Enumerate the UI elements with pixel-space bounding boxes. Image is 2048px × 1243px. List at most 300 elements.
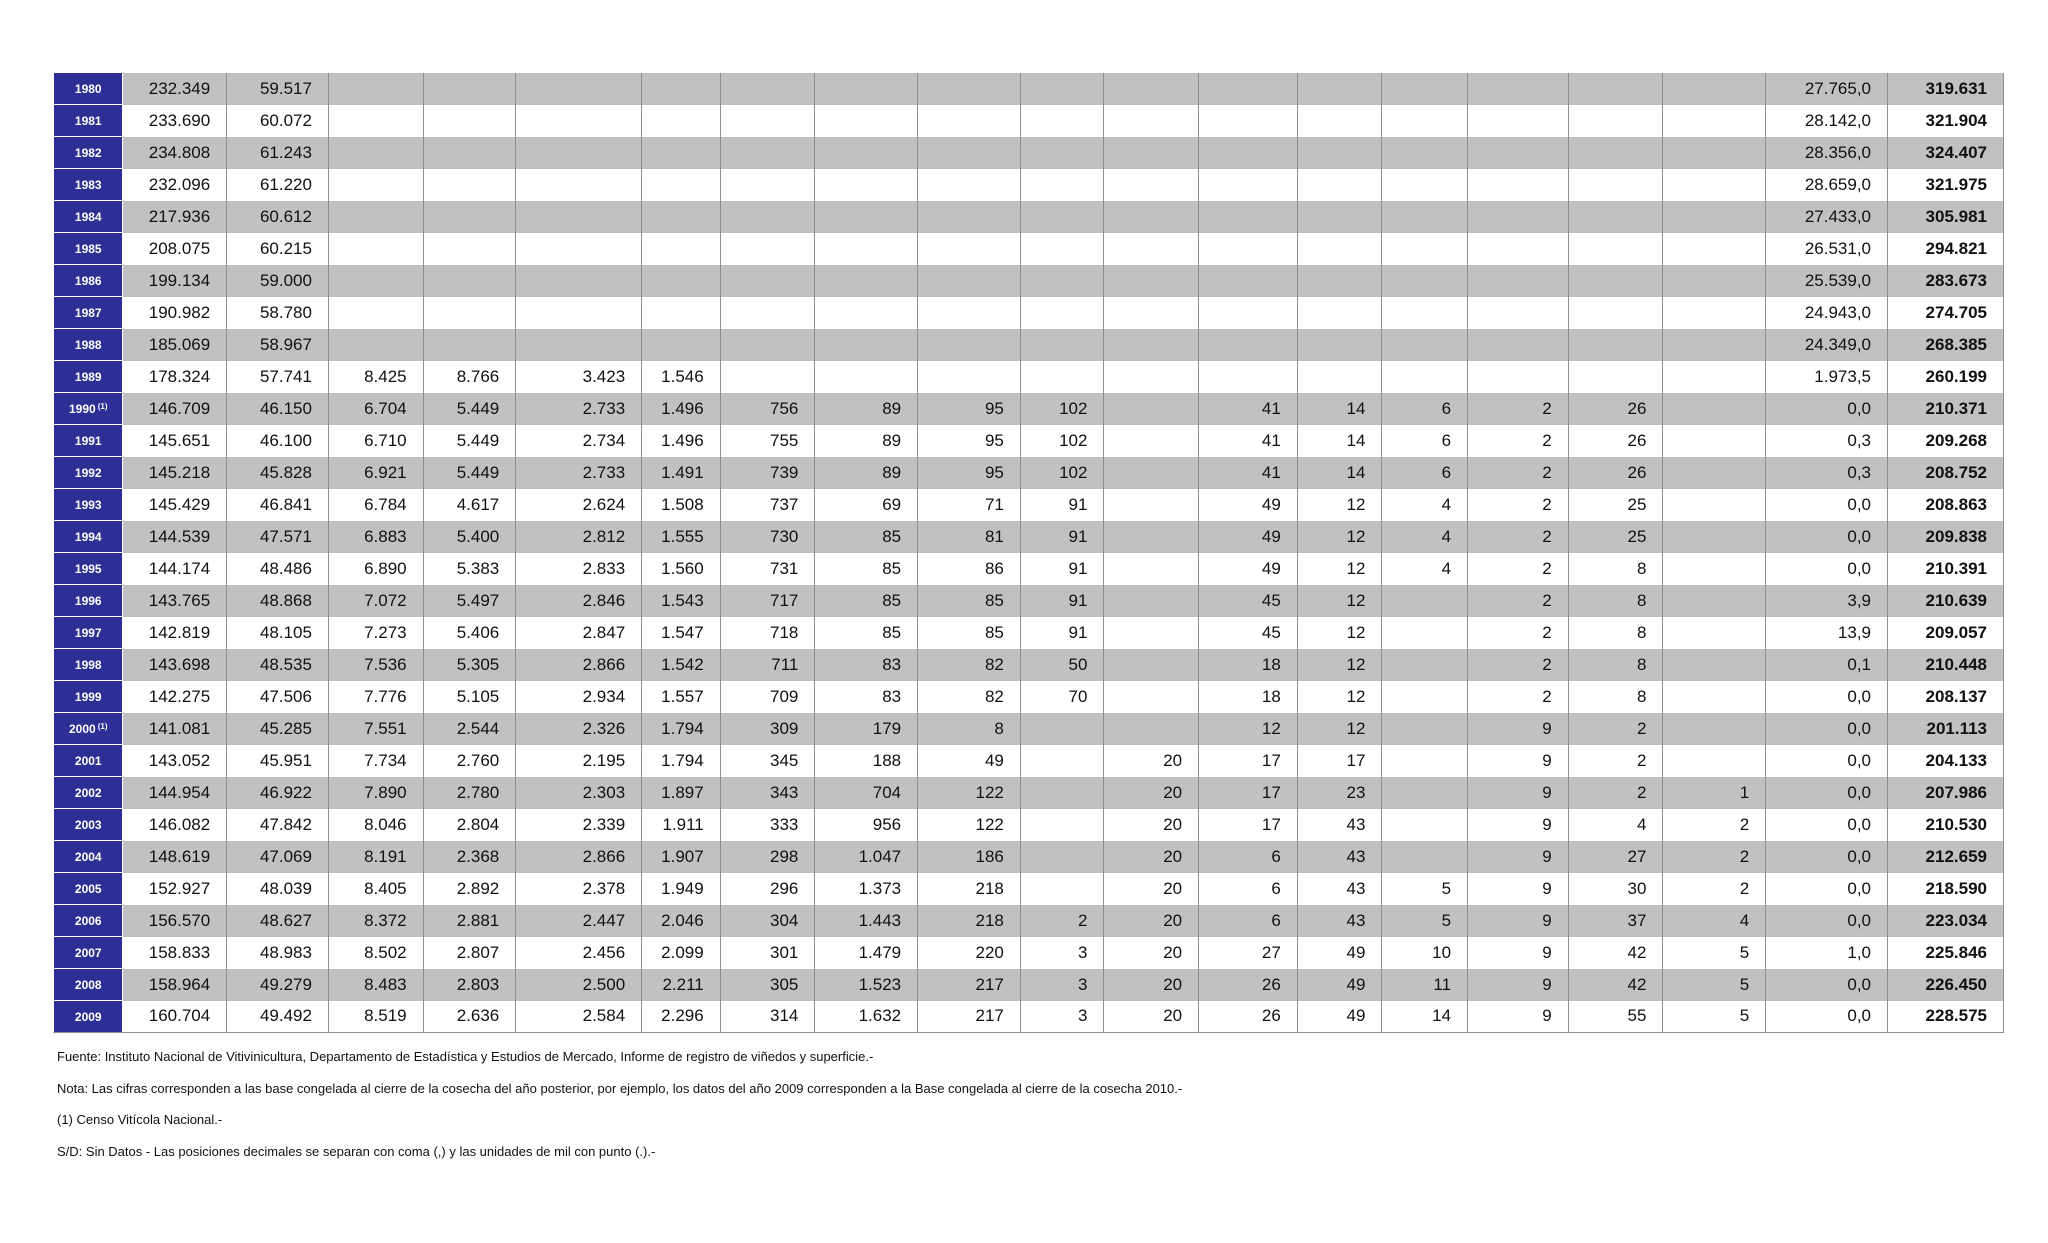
value-cell: 160.704 [123, 1001, 227, 1033]
value-cell [918, 201, 1021, 233]
value-cell: 2.733 [516, 457, 642, 489]
value-cell: 718 [720, 617, 815, 649]
value-cell: 28.659,0 [1766, 169, 1888, 201]
value-cell: 49 [1199, 521, 1298, 553]
value-cell: 305 [720, 969, 815, 1001]
value-cell [815, 233, 918, 265]
value-cell: 20 [1104, 969, 1199, 1001]
value-cell: 20 [1104, 1001, 1199, 1033]
value-cell: 145.218 [123, 457, 227, 489]
total-cell: 209.057 [1888, 617, 2004, 649]
value-cell: 5.449 [423, 393, 516, 425]
total-cell: 209.268 [1888, 425, 2004, 457]
value-cell: 8.405 [328, 873, 423, 905]
total-cell: 210.371 [1888, 393, 2004, 425]
value-cell: 1.508 [642, 489, 721, 521]
value-cell: 48.039 [227, 873, 329, 905]
value-cell: 102 [1020, 393, 1104, 425]
value-cell: 2.733 [516, 393, 642, 425]
year-cell: 1981 [54, 105, 123, 137]
value-cell: 45.951 [227, 745, 329, 777]
value-cell: 2 [1568, 713, 1663, 745]
value-cell: 45.285 [227, 713, 329, 745]
value-cell [1663, 489, 1766, 521]
value-cell [1382, 841, 1468, 873]
value-cell [1468, 329, 1569, 361]
value-cell: 9 [1468, 841, 1569, 873]
value-cell: 8 [1568, 553, 1663, 585]
value-cell: 9 [1468, 1001, 1569, 1033]
value-cell: 2 [1468, 425, 1569, 457]
value-cell: 0,0 [1766, 841, 1888, 873]
value-cell: 26 [1199, 969, 1298, 1001]
value-cell [918, 73, 1021, 105]
value-cell: 60.612 [227, 201, 329, 233]
value-cell: 20 [1104, 777, 1199, 809]
value-cell [1020, 809, 1104, 841]
value-cell: 49 [918, 745, 1021, 777]
value-cell: 57.741 [227, 361, 329, 393]
value-cell: 2 [1468, 457, 1569, 489]
year-cell: 2000 $^{(1)}$ [54, 713, 123, 745]
value-cell: 10 [1382, 937, 1468, 969]
value-cell [1199, 169, 1298, 201]
value-cell [1382, 329, 1468, 361]
value-cell [1382, 649, 1468, 681]
value-cell: 2.892 [423, 873, 516, 905]
table-row [54, 745, 2004, 777]
value-cell: 2.866 [516, 649, 642, 681]
value-cell: 218 [918, 873, 1021, 905]
value-cell: 42 [1568, 937, 1663, 969]
table-row [54, 457, 2004, 489]
value-cell: 25.539,0 [1766, 265, 1888, 297]
footnotes [57, 1050, 1182, 1176]
value-cell [516, 73, 642, 105]
value-cell: 178.324 [123, 361, 227, 393]
value-cell: 717 [720, 585, 815, 617]
year-cell: 1991 [54, 425, 123, 457]
value-cell [1382, 713, 1468, 745]
value-cell: 2.846 [516, 585, 642, 617]
value-cell: 9 [1468, 809, 1569, 841]
value-cell [1382, 169, 1468, 201]
footnote-mark: (1) [97, 401, 108, 411]
value-cell: 146.709 [123, 393, 227, 425]
value-cell: 730 [720, 521, 815, 553]
value-cell: 217 [918, 1001, 1021, 1033]
value-cell: 27 [1199, 937, 1298, 969]
table-row [54, 681, 2004, 713]
value-cell [1104, 201, 1199, 233]
value-cell [642, 265, 721, 297]
total-cell: 208.137 [1888, 681, 2004, 713]
value-cell: 0,0 [1766, 393, 1888, 425]
value-cell: 7.776 [328, 681, 423, 713]
value-cell [1020, 169, 1104, 201]
value-cell: 49.492 [227, 1001, 329, 1033]
year-cell: 1987 [54, 297, 123, 329]
value-cell: 6 [1382, 425, 1468, 457]
value-cell [1104, 425, 1199, 457]
value-cell: 0,0 [1766, 969, 1888, 1001]
value-cell: 27 [1568, 841, 1663, 873]
value-cell [423, 105, 516, 137]
value-cell: 17 [1199, 745, 1298, 777]
value-cell: 30 [1568, 873, 1663, 905]
value-cell: 122 [918, 809, 1021, 841]
value-cell: 2.296 [642, 1001, 721, 1033]
value-cell [815, 329, 918, 361]
value-cell: 5 [1663, 1001, 1766, 1033]
table-row [54, 361, 2004, 393]
value-cell: 5 [1382, 905, 1468, 937]
value-cell [642, 329, 721, 361]
value-cell [1663, 745, 1766, 777]
value-cell [1020, 297, 1104, 329]
value-cell: 2.544 [423, 713, 516, 745]
value-cell: 69 [815, 489, 918, 521]
value-cell: 26.531,0 [1766, 233, 1888, 265]
year-cell: 1997 [54, 617, 123, 649]
value-cell [1382, 265, 1468, 297]
value-cell [642, 137, 721, 169]
value-cell: 91 [1020, 521, 1104, 553]
value-cell: 6 [1199, 841, 1298, 873]
value-cell [423, 73, 516, 105]
value-cell [815, 73, 918, 105]
value-cell: 0,0 [1766, 1001, 1888, 1033]
table-row [54, 73, 2004, 105]
value-cell: 141.081 [123, 713, 227, 745]
value-cell [918, 137, 1021, 169]
value-cell [328, 137, 423, 169]
total-cell: 321.975 [1888, 169, 2004, 201]
table-row [54, 713, 2004, 745]
value-cell [1663, 137, 1766, 169]
value-cell: 142.275 [123, 681, 227, 713]
value-cell: 42 [1568, 969, 1663, 1001]
value-cell: 6.890 [328, 553, 423, 585]
value-cell: 85 [918, 617, 1021, 649]
value-cell [1663, 553, 1766, 585]
value-cell: 0,0 [1766, 905, 1888, 937]
value-cell: 95 [918, 393, 1021, 425]
value-cell: 41 [1199, 425, 1298, 457]
value-cell: 4 [1382, 553, 1468, 585]
value-cell [1468, 361, 1569, 393]
value-cell: 2 [1568, 745, 1663, 777]
value-cell [1199, 233, 1298, 265]
value-cell: 9 [1468, 745, 1569, 777]
value-cell [720, 73, 815, 105]
value-cell [1663, 681, 1766, 713]
value-cell: 5.449 [423, 457, 516, 489]
value-cell: 55 [1568, 1001, 1663, 1033]
value-cell: 343 [720, 777, 815, 809]
total-cell: 207.986 [1888, 777, 2004, 809]
value-cell [1199, 329, 1298, 361]
value-cell: 9 [1468, 905, 1569, 937]
value-cell: 158.964 [123, 969, 227, 1001]
value-cell [1663, 361, 1766, 393]
value-cell [815, 201, 918, 233]
table-row [54, 553, 2004, 585]
year-cell: 1994 [54, 521, 123, 553]
table-row [54, 393, 2004, 425]
value-cell: 220 [918, 937, 1021, 969]
table-row [54, 937, 2004, 969]
value-cell: 49 [1297, 1001, 1382, 1033]
value-cell: 9 [1468, 777, 1569, 809]
data-table [53, 72, 2004, 1033]
year-cell: 2009 [54, 1001, 123, 1033]
value-cell: 5.497 [423, 585, 516, 617]
value-cell: 2 [1020, 905, 1104, 937]
value-cell [516, 265, 642, 297]
value-cell: 3 [1020, 1001, 1104, 1033]
value-cell: 156.570 [123, 905, 227, 937]
value-cell [815, 265, 918, 297]
value-cell: 46.100 [227, 425, 329, 457]
value-cell: 28.142,0 [1766, 105, 1888, 137]
year-cell: 1990 $^{(1)}$ [54, 393, 123, 425]
total-cell: 274.705 [1888, 297, 2004, 329]
value-cell: 91 [1020, 617, 1104, 649]
value-cell: 49.279 [227, 969, 329, 1001]
year-cell: 1982 [54, 137, 123, 169]
value-cell: 26 [1199, 1001, 1298, 1033]
value-cell [1568, 233, 1663, 265]
value-cell: 2.881 [423, 905, 516, 937]
value-cell: 0,3 [1766, 457, 1888, 489]
year-cell: 2004 [54, 841, 123, 873]
value-cell: 208.075 [123, 233, 227, 265]
value-cell: 5.449 [423, 425, 516, 457]
value-cell: 59.517 [227, 73, 329, 105]
value-cell: 2 [1468, 649, 1569, 681]
value-cell: 1.496 [642, 393, 721, 425]
total-cell: 201.113 [1888, 713, 2004, 745]
value-cell [1297, 233, 1382, 265]
value-cell: 24.943,0 [1766, 297, 1888, 329]
value-cell: 48.535 [227, 649, 329, 681]
value-cell [720, 329, 815, 361]
value-cell: 309 [720, 713, 815, 745]
value-cell: 232.096 [123, 169, 227, 201]
value-cell [1468, 201, 1569, 233]
year-cell: 1999 [54, 681, 123, 713]
value-cell: 47.571 [227, 521, 329, 553]
value-cell: 1.373 [815, 873, 918, 905]
value-cell [1382, 233, 1468, 265]
value-cell: 71 [918, 489, 1021, 521]
table-row [54, 1001, 2004, 1033]
value-cell: 18 [1199, 649, 1298, 681]
value-cell: 2.447 [516, 905, 642, 937]
table-row [54, 777, 2004, 809]
census-note: (1) Censo Vitícola Nacional.- [57, 1112, 223, 1127]
value-cell [918, 361, 1021, 393]
value-cell: 234.808 [123, 137, 227, 169]
value-cell: 83 [815, 681, 918, 713]
value-cell [720, 361, 815, 393]
value-cell [720, 201, 815, 233]
value-cell: 0,0 [1766, 521, 1888, 553]
value-cell [1104, 457, 1199, 489]
value-cell [423, 329, 516, 361]
value-cell: 2 [1468, 489, 1569, 521]
value-cell: 6.883 [328, 521, 423, 553]
value-cell: 49 [1297, 937, 1382, 969]
value-cell: 1.973,5 [1766, 361, 1888, 393]
year-cell: 1985 [54, 233, 123, 265]
year-cell: 1980 [54, 73, 123, 105]
value-cell [1568, 73, 1663, 105]
value-cell: 1.907 [642, 841, 721, 873]
value-cell: 102 [1020, 425, 1104, 457]
value-cell: 2.339 [516, 809, 642, 841]
value-cell: 218 [918, 905, 1021, 937]
value-cell: 58.780 [227, 297, 329, 329]
value-cell [1020, 361, 1104, 393]
value-cell [1104, 617, 1199, 649]
value-cell: 144.174 [123, 553, 227, 585]
value-cell: 26 [1568, 457, 1663, 489]
value-cell [1020, 201, 1104, 233]
value-cell: 345 [720, 745, 815, 777]
value-cell: 12 [1297, 489, 1382, 521]
value-cell [1020, 233, 1104, 265]
value-cell: 6.921 [328, 457, 423, 489]
value-cell: 14 [1297, 457, 1382, 489]
total-cell: 223.034 [1888, 905, 2004, 937]
value-cell: 2.584 [516, 1001, 642, 1033]
value-cell: 233.690 [123, 105, 227, 137]
value-cell: 1.542 [642, 649, 721, 681]
value-cell [1297, 201, 1382, 233]
value-cell: 12 [1297, 585, 1382, 617]
value-cell: 2.847 [516, 617, 642, 649]
value-cell: 6.784 [328, 489, 423, 521]
value-cell [1020, 329, 1104, 361]
value-cell: 7.734 [328, 745, 423, 777]
value-cell [1104, 553, 1199, 585]
value-cell: 14 [1382, 1001, 1468, 1033]
value-cell [1020, 137, 1104, 169]
value-cell [1568, 361, 1663, 393]
value-cell: 43 [1297, 873, 1382, 905]
value-cell: 158.833 [123, 937, 227, 969]
value-cell: 217.936 [123, 201, 227, 233]
value-cell: 1.546 [642, 361, 721, 393]
value-cell: 1.949 [642, 873, 721, 905]
value-cell [1382, 745, 1468, 777]
value-cell: 1.547 [642, 617, 721, 649]
value-cell: 60.215 [227, 233, 329, 265]
value-cell: 0,0 [1766, 873, 1888, 905]
value-cell: 26 [1568, 393, 1663, 425]
value-cell: 0,1 [1766, 649, 1888, 681]
table-row [54, 873, 2004, 905]
value-cell: 7.536 [328, 649, 423, 681]
value-cell: 2 [1468, 617, 1569, 649]
table-row [54, 297, 2004, 329]
value-cell [918, 265, 1021, 297]
value-cell: 4 [1568, 809, 1663, 841]
value-cell [1663, 425, 1766, 457]
total-cell: 218.590 [1888, 873, 2004, 905]
value-cell: 48.868 [227, 585, 329, 617]
year-cell: 2003 [54, 809, 123, 841]
value-cell [1020, 841, 1104, 873]
value-cell [1297, 361, 1382, 393]
value-cell: 91 [1020, 553, 1104, 585]
value-cell [1382, 777, 1468, 809]
value-cell [1663, 233, 1766, 265]
table-row [54, 329, 2004, 361]
value-cell [423, 169, 516, 201]
year-cell: 1992 [54, 457, 123, 489]
value-cell [1382, 585, 1468, 617]
value-cell: 148.619 [123, 841, 227, 873]
total-cell: 228.575 [1888, 1001, 2004, 1033]
value-cell: 0,0 [1766, 681, 1888, 713]
value-cell [1468, 105, 1569, 137]
value-cell: 81 [918, 521, 1021, 553]
value-cell [1663, 201, 1766, 233]
value-cell [1020, 713, 1104, 745]
value-cell: 1 [1663, 777, 1766, 809]
total-cell: 209.838 [1888, 521, 2004, 553]
value-cell: 144.539 [123, 521, 227, 553]
value-cell [1663, 169, 1766, 201]
value-cell [1104, 233, 1199, 265]
value-cell: 1.491 [642, 457, 721, 489]
table-row [54, 905, 2004, 937]
value-cell [1568, 169, 1663, 201]
total-cell: 210.639 [1888, 585, 2004, 617]
value-cell: 43 [1297, 905, 1382, 937]
year-cell: 2005 [54, 873, 123, 905]
value-cell: 12 [1297, 553, 1382, 585]
value-cell [1104, 681, 1199, 713]
value-cell: 2 [1663, 809, 1766, 841]
value-cell [1568, 329, 1663, 361]
value-cell: 91 [1020, 585, 1104, 617]
table-row [54, 649, 2004, 681]
table-row [54, 969, 2004, 1001]
value-cell: 188 [815, 745, 918, 777]
value-cell: 14 [1297, 425, 1382, 457]
value-cell [1568, 201, 1663, 233]
value-cell: 60.072 [227, 105, 329, 137]
year-cell: 1984 [54, 201, 123, 233]
value-cell [918, 329, 1021, 361]
value-cell: 6 [1382, 393, 1468, 425]
value-cell [1297, 73, 1382, 105]
value-cell: 2.624 [516, 489, 642, 521]
value-cell [1104, 105, 1199, 137]
value-cell: 739 [720, 457, 815, 489]
value-cell: 8 [1568, 649, 1663, 681]
value-cell [815, 297, 918, 329]
value-cell: 143.052 [123, 745, 227, 777]
value-cell: 0,3 [1766, 425, 1888, 457]
value-cell: 2.326 [516, 713, 642, 745]
value-cell: 6 [1199, 873, 1298, 905]
value-cell: 8.483 [328, 969, 423, 1001]
